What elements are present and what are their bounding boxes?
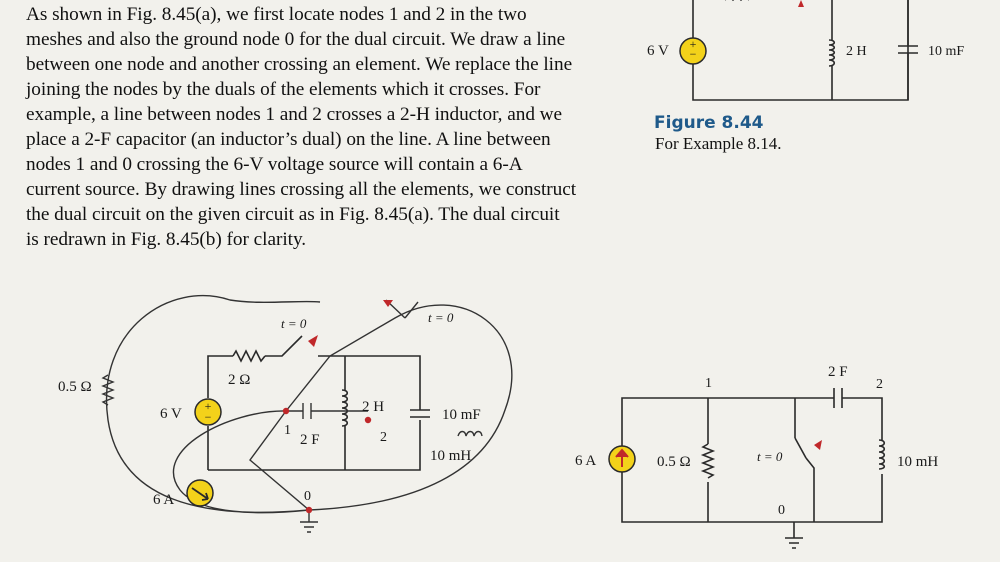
label-switch-2: t = 0 [428, 310, 454, 325]
plus-sign: + [204, 399, 212, 413]
ground-symbol [300, 522, 318, 532]
label-2-ohm: 2 Ω [228, 372, 251, 388]
inductor-2h [342, 390, 347, 426]
node-2-dot [365, 417, 371, 423]
inductor-10mh [879, 440, 884, 469]
label-node-2-b: 2 [876, 377, 883, 392]
dual-inductor-10mh [458, 432, 482, 437]
text-line: nodes 1 and 0 crossing the 6-V voltage source will contain a 6-A [26, 154, 523, 175]
switch-1-arrow [308, 335, 318, 347]
label-6a-b: 6 A [575, 453, 597, 469]
figure-caption-text: For Example 8.14. [655, 134, 782, 153]
label-10mf: 10 mF [442, 407, 481, 423]
fig44-inductor-label: 2 H [846, 44, 867, 59]
label-switch-1: t = 0 [281, 316, 307, 331]
text-line: between one node and another crossing an element. We replace the line [26, 54, 573, 75]
fig44-switch-arrow [798, 0, 804, 7]
text-line: place a 2-F capacitor (an inductor’s dual) on the line. A line between [26, 129, 551, 150]
text-line: is redrawn in Fig. 8.45(b) for clarity. [26, 229, 307, 250]
dual-capacitor-2f [303, 403, 311, 419]
capacitor-2f [834, 388, 842, 408]
label-2h: 2 H [362, 399, 385, 415]
switch-arrow-b [814, 440, 822, 450]
figure-8-45a [58, 296, 512, 532]
fig44-capacitor-label: 10 mF [928, 44, 965, 59]
minus-sign: − [204, 410, 212, 424]
resistor-2-ohm [233, 351, 265, 361]
capacitor-10mf [410, 410, 430, 417]
text-line: the dual circuit on the given circuit as in Fig. 8.45(a). The dual circuit [26, 204, 560, 225]
label-2f: 2 F [300, 432, 320, 448]
node-1-dot [283, 408, 289, 414]
label-10mh-b: 10 mH [897, 454, 939, 470]
original-circuit-wires [208, 336, 420, 470]
resistor-0-5-ohm [103, 375, 113, 405]
label-10mh: 10 mH [430, 448, 472, 464]
switch-blade [795, 438, 806, 458]
fig44-minus-label: − [689, 47, 697, 61]
fig44-source-label: 6 V [647, 43, 669, 59]
label-6v: 6 V [160, 406, 182, 422]
text-line: As shown in Fig. 8.45(a), we first locate nodes 1 and 2 in the two [26, 4, 527, 25]
fig44-inductor-coil [829, 40, 834, 66]
text-line: example, a line between nodes 1 and 2 crosses a 2-H inductor, and we [26, 104, 563, 125]
text-line: joining the nodes by the duals of the elements which it crosses. For [26, 79, 541, 100]
label-node-1: 1 [284, 423, 291, 438]
label-0-5-ohm-b: 0.5 Ω [657, 454, 691, 470]
node-0-dot [306, 507, 312, 513]
fig44-wires [693, 0, 908, 100]
figure-caption-title: Figure 8.44 [654, 113, 764, 133]
label-0-5-ohm: 0.5 Ω [58, 379, 92, 395]
label-switch-b: t = 0 [757, 449, 783, 464]
resistor-0-5-ohm-b [703, 444, 713, 478]
label-6a: 6 A [153, 492, 175, 508]
figure-8-45b [575, 364, 938, 548]
text-line: current source. By drawing lines crossing all the elements, we construct [26, 179, 577, 200]
fig44-plus-label: + [689, 37, 697, 51]
text-line: meshes and also the ground node 0 for the dual circuit. We draw a line [26, 29, 566, 50]
label-node-1-b: 1 [705, 376, 712, 391]
label-node-0-b: 0 [778, 503, 785, 518]
label-node-2: 2 [380, 430, 387, 445]
figure-8-44-circuit [647, 0, 964, 100]
ground-symbol-b [785, 538, 803, 548]
label-2f-b: 2 F [828, 364, 848, 380]
label-node-0: 0 [304, 489, 311, 504]
